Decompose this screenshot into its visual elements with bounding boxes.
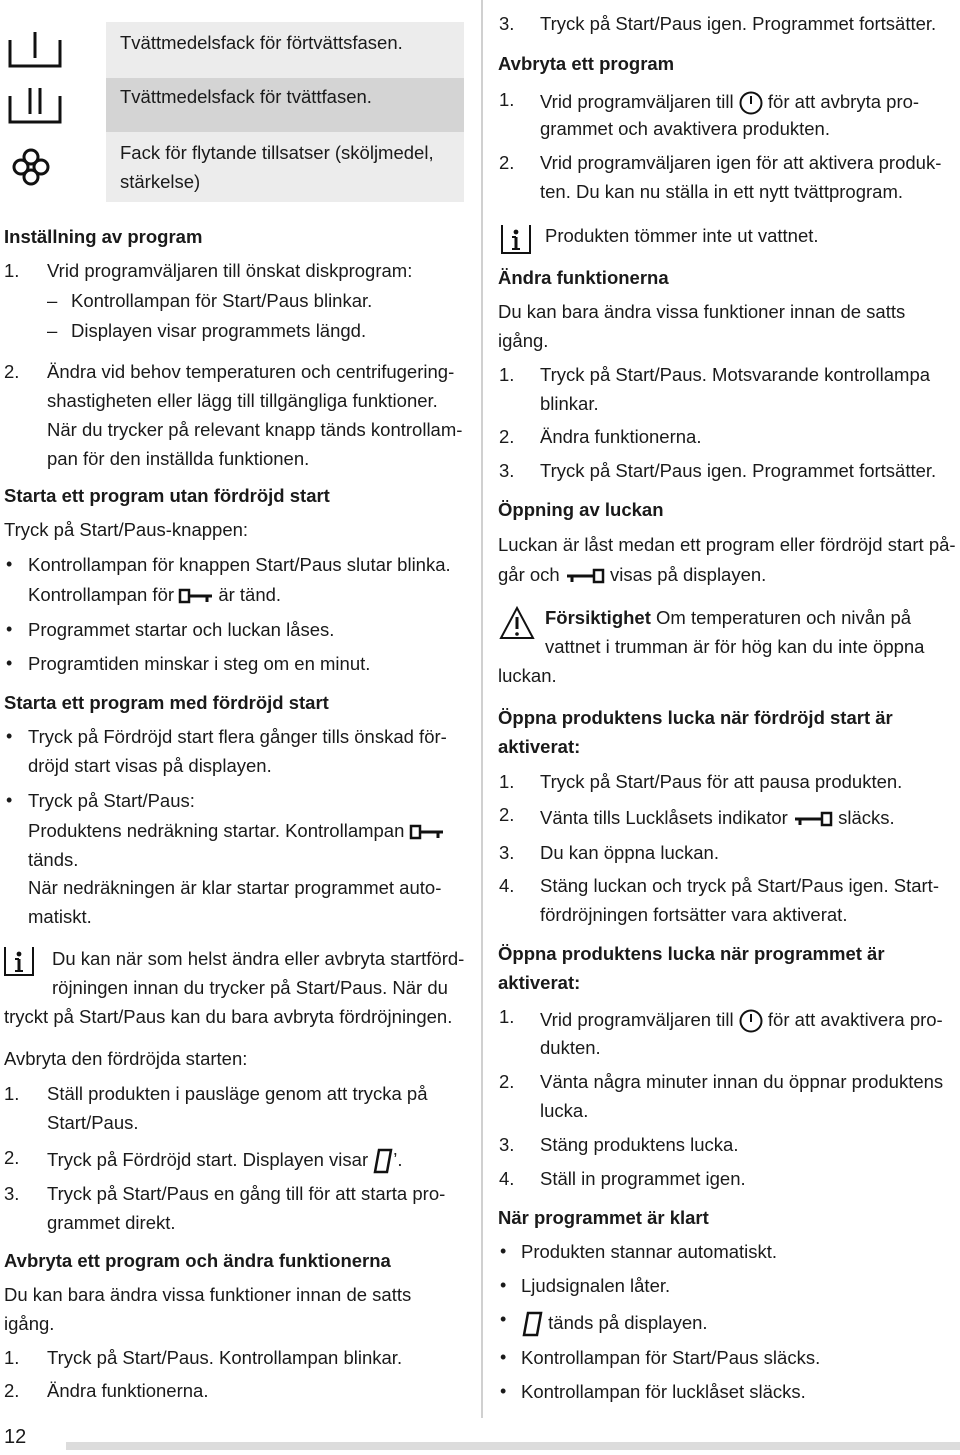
display-zero-icon — [521, 1311, 543, 1337]
text-post: släcks. — [838, 807, 895, 828]
step-number: 2. — [4, 1380, 20, 1401]
table-row — [0, 132, 464, 202]
step-text: shastigheten eller lägg till tillgängliga funktioner. — [47, 390, 438, 411]
column-divider — [481, 0, 483, 1418]
bullet-text: Programtiden minskar i steg om en minut. — [28, 653, 371, 674]
compartment-1-icon — [8, 28, 62, 72]
bullet-text: Kontrollampan för lucklåset släcks. — [521, 1381, 806, 1402]
step-number: 2. — [499, 804, 515, 825]
heading-no-delay: Starta ett program utan fördröjd start — [4, 485, 330, 506]
heading-setting: Inställning av program — [4, 226, 203, 247]
note-text: röjningen innan du trycker på Start/Paus. När du — [52, 977, 448, 998]
bullet-text: dröjd start visas på displayen. — [28, 755, 272, 776]
intro-text: Tryck på Start/Paus-knappen: — [4, 519, 249, 540]
heading-open-delay-2: aktiverat: — [498, 736, 581, 757]
bullet-marker: • — [6, 726, 13, 746]
warning-triangle-icon — [499, 606, 535, 640]
info-icon — [501, 224, 531, 254]
step-number: 1. — [499, 364, 515, 385]
step-text: Du kan öppna luckan. — [540, 842, 719, 863]
body-text: Luckan är låst medan ett program eller fördröjd start på- — [498, 534, 956, 555]
step-number: 1. — [4, 1347, 20, 1368]
bullet-marker: • — [500, 1381, 507, 1401]
intro-text: Du kan bara ändra vissa funktioner innan de satts — [4, 1284, 412, 1305]
caution-text: Om temperaturen och nivån på — [656, 607, 912, 628]
step-number: 1. — [499, 1006, 515, 1027]
heading-done: När programmet är klart — [498, 1207, 709, 1228]
intro-text: igång. — [4, 1313, 55, 1334]
step-number: 2. — [4, 1147, 20, 1168]
step-number: 2. — [499, 152, 515, 173]
compartment-2-icon — [8, 84, 62, 128]
step-text: Ställ in programmet igen. — [540, 1168, 746, 1189]
body-text-with-icon — [498, 560, 766, 589]
page-number: 12 — [4, 1426, 27, 1448]
text-post: tänds på displayen. — [548, 1312, 708, 1333]
bullet-text: tänds. — [28, 849, 79, 870]
table-row — [0, 78, 464, 132]
step-text: Ändra vid behov temperaturen och centrifugering- — [47, 361, 455, 382]
step-text-with-icon — [47, 1145, 403, 1174]
step-text: Vrid programväljaren igen för att aktivera produk- — [540, 152, 942, 173]
step-text: Ställ produkten i pausläge genom att trycka på — [47, 1083, 428, 1104]
note-text: Du kan när som helst ändra eller avbryta startförd- — [52, 948, 465, 969]
step-text: Tryck på Start/Paus. Motsvarande kontrollampa — [540, 364, 931, 385]
bullet-marker: • — [6, 619, 13, 639]
step-text: Ändra funktionerna. — [540, 426, 702, 447]
step-text: grammet direkt. — [47, 1212, 176, 1233]
text-pre: Vrid programväljaren till — [540, 91, 734, 112]
text-pre: Kontrollampan för — [28, 584, 175, 605]
step-text-with-icon — [540, 87, 919, 116]
step-text: Tryck på Start/Paus. Kontrollampan blinkar. — [47, 1347, 403, 1368]
heading-change: Ändra funktionerna — [498, 267, 669, 288]
text-pre: Produktens nedräkning startar. Kontrollampan — [28, 820, 405, 841]
key-lock-icon — [410, 824, 444, 840]
step-text: Vrid programväljaren till önskat diskprogram: — [47, 260, 413, 281]
power-off-icon — [739, 1009, 763, 1033]
step-text: Stäng produktens lucka. — [540, 1134, 739, 1155]
bullet-marker: • — [6, 554, 13, 574]
compartment-2-text: Tvättmedelsfack för tvättfasen. — [120, 86, 372, 107]
text-pre: Vrid programväljaren till — [540, 1009, 734, 1030]
note-text: tryckt på Start/Paus kan du bara avbryta fördröjningen. — [4, 1006, 453, 1027]
text-post: visas på displayen. — [610, 564, 767, 585]
bullet-marker: • — [6, 653, 13, 673]
dash-item: Kontrollampan för Start/Paus blinkar. — [71, 290, 373, 311]
step-number: 3. — [499, 842, 515, 863]
step-text: dukten. — [540, 1037, 601, 1058]
heading-open-prog-2: aktiverat: — [498, 972, 581, 993]
bullet-text-with-icon — [28, 580, 281, 609]
step-number: 2. — [4, 361, 20, 382]
info-icon — [4, 946, 34, 976]
step-number: 1. — [499, 89, 515, 110]
bullet-text: Ljudsignalen låter. — [521, 1275, 671, 1296]
heading-delay: Starta ett program med fördröjd start — [4, 692, 329, 713]
bullet-text: Tryck på Fördröjd start flera gånger tills önskad för- — [28, 726, 447, 747]
bullet-marker: • — [500, 1347, 507, 1367]
step-number: 1. — [4, 260, 20, 281]
bullet-text: När nedräkningen är klar startar programmet auto- — [28, 877, 442, 898]
text-post: ’. — [393, 1149, 403, 1170]
bullet-text-with-icon — [521, 1308, 708, 1337]
text-pre: går och — [498, 564, 560, 585]
caution-label: Försiktighet — [545, 607, 651, 628]
text-pre: Vänta tills Lucklåsets indikator — [540, 807, 788, 828]
caution-text: vattnet i trumman är för hög kan du inte öppna — [545, 636, 925, 657]
step-text: Tryck på Start/Paus igen. Programmet fortsätter. — [540, 13, 937, 34]
dash-marker: – — [47, 320, 58, 341]
step-text: Tryck på Start/Paus igen. Programmet fortsätter. — [540, 460, 937, 481]
table-row — [0, 22, 464, 78]
step-text: fördröjningen fortsätter vara aktiverat. — [540, 904, 848, 925]
compartment-3-text-2: stärkelse) — [120, 171, 201, 192]
table-cell — [106, 78, 464, 132]
bullet-text: Tryck på Start/Paus: — [28, 790, 195, 811]
step-text: ten. Du kan nu ställa in ett nytt tvättprogram. — [540, 181, 903, 202]
step-text-with-icon — [540, 1005, 943, 1034]
display-zero-icon — [373, 1148, 393, 1174]
step-number: 3. — [499, 460, 515, 481]
bullet-text: Programmet startar och luckan låses. — [28, 619, 335, 640]
step-text: blinkar. — [540, 393, 599, 414]
step-text: Tryck på Start/Paus en gång till för att starta pro- — [47, 1183, 446, 1204]
bullet-text: Produkten stannar automatiskt. — [521, 1241, 778, 1262]
heading-open-prog: Öppna produktens lucka när programmet är — [498, 943, 885, 964]
dash-marker: – — [47, 290, 58, 311]
step-text: lucka. — [540, 1100, 589, 1121]
caution-text: luckan. — [498, 665, 557, 686]
step-number: 4. — [499, 1168, 515, 1189]
note-text: Produkten tömmer inte ut vattnet. — [545, 225, 819, 246]
key-lock-icon — [179, 588, 213, 604]
step-text: Start/Paus. — [47, 1112, 139, 1133]
table-cell — [106, 22, 464, 78]
intro-text: Avbryta den fördröjda starten: — [4, 1048, 248, 1069]
bullet-marker: • — [500, 1309, 507, 1329]
step-number: 1. — [4, 1083, 20, 1104]
compartment-3-text: Fack för flytande tillsatser (sköljmedel, — [120, 142, 434, 163]
step-text: pan för den inställda funktionen. — [47, 448, 310, 469]
step-text: När du trycker på relevant knapp tänds kontrollam- — [47, 419, 463, 440]
bullet-marker: • — [500, 1275, 507, 1295]
table-cell — [106, 132, 464, 202]
text-pre: Tryck på Fördröjd start. Displayen visar — [47, 1149, 369, 1170]
door-lock-icon — [793, 811, 833, 827]
compartment-1-text: Tvättmedelsfack för förtvättsfasen. — [120, 32, 403, 53]
door-lock-icon — [565, 568, 605, 584]
step-text: Ändra funktionerna. — [47, 1380, 209, 1401]
bullet-text: matiskt. — [28, 906, 92, 927]
text-post: för att avbryta pro- — [767, 91, 920, 112]
heading-open-delay: Öppna produktens lucka när fördröjd start är — [498, 707, 893, 728]
step-text: Tryck på Start/Paus för att pausa produkten. — [540, 771, 903, 792]
bullet-text-with-icon — [28, 816, 444, 845]
step-number: 1. — [499, 771, 515, 792]
bullet-text: Kontrollampan för Start/Paus släcks. — [521, 1347, 821, 1368]
bullet-text: Kontrollampan för knappen Start/Paus slutar blinka. — [28, 554, 451, 575]
step-text: Stäng luckan och tryck på Start/Paus igen. Start- — [540, 875, 939, 896]
bullet-marker: • — [500, 1241, 507, 1261]
text-post: för att avaktivera pro- — [767, 1009, 943, 1030]
step-number: 2. — [499, 426, 515, 447]
step-number: 4. — [499, 875, 515, 896]
power-off-icon — [739, 91, 763, 115]
step-number: 3. — [499, 1134, 515, 1155]
dash-item: Displayen visar programmets längd. — [71, 320, 367, 341]
bullet-marker: • — [6, 790, 13, 810]
caution-line-1 — [545, 603, 911, 632]
step-number: 2. — [499, 1071, 515, 1092]
heading-door: Öppning av luckan — [498, 499, 664, 520]
step-text: grammet och avaktivera produkten. — [540, 118, 830, 139]
footer-bar — [66, 1442, 960, 1450]
step-number: 3. — [4, 1183, 20, 1204]
text-post: är tänd. — [218, 584, 282, 605]
heading-cancel-change: Avbryta ett program och ändra funktionerna — [4, 1250, 391, 1271]
heading-cancel: Avbryta ett program — [498, 53, 675, 74]
flower-icon — [12, 148, 50, 186]
step-number: 3. — [499, 13, 515, 34]
intro-text: Du kan bara ändra vissa funktioner innan de satts — [498, 301, 906, 322]
intro-text: igång. — [498, 330, 549, 351]
step-text-with-icon — [540, 803, 895, 832]
step-text: Vänta några minuter innan du öppnar produktens — [540, 1071, 944, 1092]
